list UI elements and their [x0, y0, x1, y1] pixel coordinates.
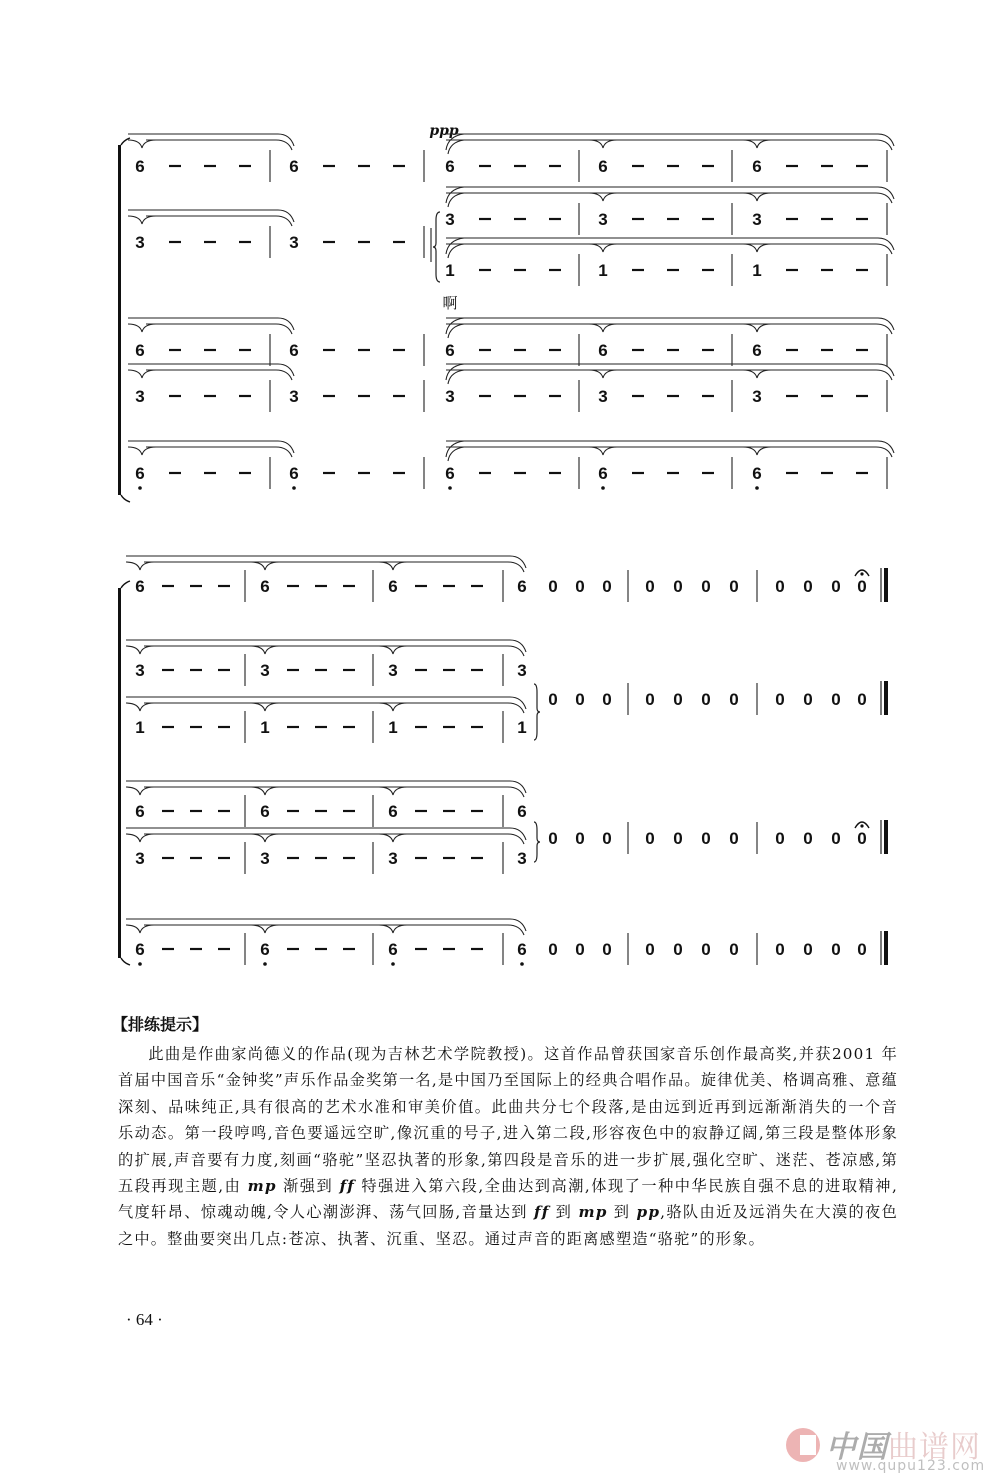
rest: 0: [775, 829, 785, 848]
rehearsal-notes-body: [118, 1041, 898, 1252]
note-3: 3: [388, 849, 398, 868]
tie-hook: [743, 140, 771, 148]
rehearsal-notes-title: 【排练提示】: [112, 1015, 209, 1034]
tie-hook: [251, 925, 279, 933]
brace-right: [534, 822, 540, 862]
tie-hook: [251, 562, 279, 570]
tie-slur: [126, 697, 526, 713]
tie-hook: [589, 447, 617, 455]
tie-hook: [126, 703, 154, 711]
notes-text: 到: [549, 1203, 579, 1222]
rest: 0: [701, 829, 711, 848]
final-barline-thick: [884, 681, 888, 715]
measure: [598, 387, 714, 406]
tie-slur: [126, 919, 526, 935]
note-6: 6: [517, 940, 527, 959]
note-6: 6: [517, 802, 527, 821]
low-octave-dot: [755, 486, 759, 490]
note-3: 3: [517, 849, 527, 868]
measure: [445, 261, 561, 280]
tie-slur: [126, 828, 526, 844]
note-3: 3: [752, 210, 762, 229]
rest: 0: [775, 690, 785, 709]
fermata-dot: [860, 824, 863, 827]
note-6: 6: [752, 341, 762, 360]
note-3: 3: [445, 387, 455, 406]
tie-hook: [379, 834, 407, 842]
stave-s1-v4: [135, 387, 868, 406]
note-1: 1: [598, 261, 608, 280]
tie-hook: [251, 834, 279, 842]
low-octave-dot: [520, 962, 524, 966]
tie-slur: [446, 134, 894, 154]
note-6: 6: [135, 464, 145, 483]
rest: 0: [645, 829, 655, 848]
rehearsal-notes: [112, 1012, 899, 1252]
tie-start-curve: [446, 364, 464, 380]
tie-line-inner: [144, 646, 524, 656]
measure: [598, 210, 714, 229]
note-3: 3: [289, 387, 299, 406]
note-3: 3: [517, 661, 527, 680]
tie-hook: [126, 787, 154, 795]
stave-s2-v2rest: [548, 690, 866, 709]
measure: [289, 464, 405, 490]
tie-line-inner: [144, 834, 524, 844]
rest: 0: [857, 577, 867, 596]
note-6: 6: [388, 802, 398, 821]
system-bracket: [118, 588, 121, 958]
rest: 0: [575, 577, 585, 596]
tie-hook: [743, 370, 771, 378]
dynamic-marking: ppp: [429, 123, 459, 139]
measure: [752, 157, 868, 176]
measure: [135, 233, 251, 252]
watermark-logo-icon: [786, 1428, 820, 1462]
tie-line-inner: [446, 370, 892, 380]
measure: [752, 387, 868, 406]
note-6: 6: [289, 464, 299, 483]
tie-hook: [379, 562, 407, 570]
note-3: 3: [135, 387, 145, 406]
tie-line-inner: [146, 370, 292, 380]
measure: [445, 210, 561, 229]
stave-s1-v3: [135, 341, 868, 360]
lyric-syllable: 啊: [442, 294, 458, 312]
measure: [598, 341, 714, 360]
tie-slur: [446, 318, 894, 338]
note-6: 6: [260, 940, 270, 959]
tie-slur: [128, 134, 294, 150]
note-6: 6: [388, 940, 398, 959]
note-6: 6: [388, 577, 398, 596]
rest: 0: [548, 577, 558, 596]
rest: 0: [857, 829, 867, 848]
rest: 0: [857, 940, 867, 959]
low-octave-dot: [138, 962, 142, 966]
tie-slur: [446, 441, 894, 461]
notes-text: ,骆队由近及远消失在大漠的夜色之中。整曲要突出几点:苍凉、执著、沉重、坚忍。通过声音的距离感塑造“骆驼”的形象。: [118, 1203, 899, 1248]
tie-hook: [743, 244, 771, 252]
note-6: 6: [598, 341, 608, 360]
note-3: 3: [260, 661, 270, 680]
tie-hook: [379, 787, 407, 795]
system-bracket: [118, 145, 121, 495]
rest: 0: [548, 940, 558, 959]
rest: 0: [729, 829, 739, 848]
note-3: 3: [388, 661, 398, 680]
note-3: 3: [445, 210, 455, 229]
tie-slur: [446, 364, 894, 384]
tie-hook: [128, 216, 156, 224]
note-1: 1: [260, 718, 270, 737]
measure: [135, 387, 251, 406]
note-6: 6: [135, 940, 145, 959]
measure: [445, 341, 561, 360]
stave-s2-v34rest: [548, 822, 869, 848]
note-1: 1: [388, 718, 398, 737]
watermark-url: www.qupu123.com: [836, 1458, 986, 1474]
note-3: 3: [598, 387, 608, 406]
tie-hook: [251, 703, 279, 711]
low-octave-dot: [138, 486, 142, 490]
rest: 0: [729, 577, 739, 596]
note-6: 6: [445, 157, 455, 176]
rest: 0: [701, 577, 711, 596]
rest: 0: [548, 829, 558, 848]
low-octave-dot: [292, 486, 296, 490]
note-3: 3: [135, 233, 145, 252]
rest: 0: [645, 940, 655, 959]
system-bracket-bottom: [121, 495, 130, 502]
measure: [289, 341, 405, 360]
tie-line-inner: [144, 562, 524, 572]
tie-slur: [128, 318, 294, 334]
tie-hook: [589, 244, 617, 252]
system-bracket-top: [121, 138, 130, 145]
tie-line-inner: [446, 244, 892, 254]
dynamic-marking: ff: [534, 1203, 550, 1222]
tie-start-curve: [446, 238, 464, 254]
rest: 0: [803, 690, 813, 709]
tie-hook: [743, 193, 771, 201]
rest: 0: [575, 829, 585, 848]
tie-start-curve: [448, 370, 464, 384]
rest: 0: [701, 940, 711, 959]
note-6: 6: [598, 464, 608, 483]
tie-start-curve: [448, 140, 464, 154]
stave-s2-v2a: [135, 661, 526, 680]
stave-s1-v2a: [445, 210, 868, 229]
rest: 0: [673, 829, 683, 848]
tie-line-inner: [144, 703, 524, 713]
watermark: [780, 1420, 990, 1480]
note-6: 6: [135, 341, 145, 360]
note-1: 1: [135, 718, 145, 737]
note-6: 6: [598, 157, 608, 176]
rest: 0: [548, 690, 558, 709]
note-6: 6: [445, 464, 455, 483]
tie-start-curve: [448, 193, 464, 207]
dynamic-marking: pp: [636, 1203, 661, 1222]
stave-s2-v4: [135, 849, 526, 868]
tie-line-inner: [446, 140, 892, 150]
system-bracket-top: [121, 581, 130, 588]
note-6: 6: [135, 157, 145, 176]
score-system-2: [118, 556, 888, 966]
tie-hook: [126, 562, 154, 570]
measure: [598, 261, 714, 280]
tie-hook: [128, 140, 156, 148]
rest: 0: [831, 577, 841, 596]
measure: [135, 341, 251, 360]
tie-hook: [379, 703, 407, 711]
tie-line-inner: [146, 447, 292, 457]
tie-hook: [126, 646, 154, 654]
tie-line-inner: [446, 447, 892, 457]
rest: 0: [701, 690, 711, 709]
tie-hook: [126, 834, 154, 842]
dynamic-marking: mp: [247, 1177, 277, 1196]
tie-line-inner: [146, 216, 292, 226]
dynamic-marking: ff: [339, 1177, 356, 1196]
dynamic-marking: mp: [578, 1203, 608, 1222]
low-octave-dot: [601, 486, 605, 490]
watermark-brand-light: 曲谱网: [888, 1430, 981, 1465]
final-barline-thick: [884, 568, 888, 602]
tie-line-inner: [446, 193, 892, 203]
tie-hook: [743, 447, 771, 455]
notes-text: 此曲是作曲家尚德义的作品(现为吉林艺术学院教授)。这首作品曾获国家音乐创作最高奖,并获2001 年首届中国音乐“金钟奖”声乐作品金奖第一名,是中国乃至国际上的经典合唱作品。旋律优美、格调高雅、意蕴深刻、品味纯正,具有很高的艺术水准和审美价值。此曲共分七个段落,是由远到近再到远渐渐消失的一个音乐动态。第一段哼鸣,音色要遥远空旷,像沉重的号子,进入第二段,形容夜色中的寂静辽阔,第三段是整体形象的扩展,声音要有力度,刻画“骆驼”坚忍执著的形象,第四段是音乐的进一步扩展,强化空旷、迷茫、苍凉感,第五段再现主题,由: [118, 1045, 898, 1196]
note-3: 3: [135, 661, 145, 680]
rest: 0: [831, 690, 841, 709]
rest: 0: [831, 940, 841, 959]
rest: 0: [729, 690, 739, 709]
rest: 0: [803, 940, 813, 959]
measure: [289, 387, 405, 406]
tie-line-inner: [146, 140, 292, 150]
rest: 0: [602, 690, 612, 709]
fermata-dot: [860, 572, 863, 575]
note-6: 6: [135, 802, 145, 821]
tie-line-inner: [446, 324, 892, 334]
note-3: 3: [289, 233, 299, 252]
note-3: 3: [752, 387, 762, 406]
tie-hook: [251, 646, 279, 654]
brace-right: [534, 684, 540, 740]
measure: [598, 464, 714, 490]
stave-s1-v1: [135, 157, 868, 176]
system-bracket-bottom: [121, 958, 130, 965]
tie-slur: [128, 441, 294, 457]
notes-text: 特强进入第六段,全曲达到高潮,体现了一种中华民族自强不息的进取精神,气度轩昂、惊魂动魄,令人心潮澎湃、荡气回肠,音量达到: [118, 1177, 899, 1222]
tie-slur: [128, 364, 294, 380]
note-1: 1: [752, 261, 762, 280]
tie-line-inner: [144, 925, 524, 935]
note-1: 1: [445, 261, 455, 280]
rest: 0: [645, 690, 655, 709]
tie-hook: [379, 925, 407, 933]
tie-hook: [128, 324, 156, 332]
stave-s2-v2b: [135, 718, 526, 737]
rest: 0: [602, 577, 612, 596]
measure: [445, 464, 561, 490]
tie-hook: [589, 140, 617, 148]
tie-start-curve: [446, 441, 464, 457]
tie-hook: [743, 324, 771, 332]
note-6: 6: [752, 157, 762, 176]
rest: 0: [645, 577, 655, 596]
rest: 0: [673, 940, 683, 959]
tie-line-inner: [144, 787, 524, 797]
stave-s2-v3: [135, 802, 526, 821]
tie-hook: [128, 447, 156, 455]
tie-start-curve: [448, 324, 464, 338]
rest: 0: [575, 940, 585, 959]
measure: [752, 464, 868, 490]
measure: [135, 464, 251, 490]
tie-start-curve: [446, 187, 464, 203]
low-octave-dot: [448, 486, 452, 490]
measure: [598, 157, 714, 176]
low-octave-dot: [391, 962, 395, 966]
tie-hook: [128, 370, 156, 378]
tie-line-inner: [146, 324, 292, 334]
tie-slur: [128, 210, 294, 226]
tie-hook: [589, 324, 617, 332]
measure: [752, 261, 868, 280]
note-6: 6: [289, 341, 299, 360]
tie-hook: [379, 646, 407, 654]
note-6: 6: [445, 341, 455, 360]
measure: [289, 233, 405, 252]
note-6: 6: [517, 577, 527, 596]
rest: 0: [729, 940, 739, 959]
rest: 0: [831, 829, 841, 848]
measure: [289, 157, 405, 176]
note-6: 6: [135, 577, 145, 596]
brace: [433, 212, 440, 282]
note-3: 3: [260, 849, 270, 868]
note-3: 3: [598, 210, 608, 229]
tie-hook: [589, 193, 617, 201]
score-system-1: [118, 123, 894, 502]
measure: [752, 210, 868, 229]
tie-slur: [446, 238, 894, 258]
measure: [445, 387, 561, 406]
rest: 0: [673, 690, 683, 709]
note-3: 3: [135, 849, 145, 868]
note-6: 6: [260, 577, 270, 596]
final-barline-thick: [884, 820, 888, 854]
note-6: 6: [289, 157, 299, 176]
note-6: 6: [260, 802, 270, 821]
note-1: 1: [517, 718, 527, 737]
rest: 0: [803, 829, 813, 848]
tie-slur: [126, 556, 526, 572]
tie-start-curve: [446, 318, 464, 334]
rest: 0: [575, 690, 585, 709]
tie-slur: [126, 781, 526, 797]
measure: [752, 341, 868, 360]
tie-hook: [251, 787, 279, 795]
rest: 0: [602, 940, 612, 959]
rest: 0: [857, 690, 867, 709]
watermark-brand-dark: 中国: [826, 1430, 888, 1465]
rest: 0: [775, 940, 785, 959]
tie-hook: [126, 925, 154, 933]
tie-start-curve: [448, 244, 464, 258]
measure: [135, 157, 251, 176]
final-barline-thick: [884, 931, 888, 965]
rest: 0: [673, 577, 683, 596]
stave-s1-v5: [135, 464, 868, 490]
tie-hook: [589, 370, 617, 378]
low-octave-dot: [263, 962, 267, 966]
tie-slur: [126, 640, 526, 656]
page-number: · 64 ·: [126, 1310, 163, 1329]
notes-text: 渐强到: [276, 1177, 340, 1196]
stave-s1-v2b: [445, 261, 868, 280]
measure: [445, 157, 561, 176]
tie-slur: [446, 187, 894, 207]
tie-start-curve: [448, 447, 464, 461]
notes-text: 到: [607, 1203, 637, 1222]
rest: 0: [775, 577, 785, 596]
rest: 0: [803, 577, 813, 596]
rest: 0: [602, 829, 612, 848]
note-6: 6: [752, 464, 762, 483]
